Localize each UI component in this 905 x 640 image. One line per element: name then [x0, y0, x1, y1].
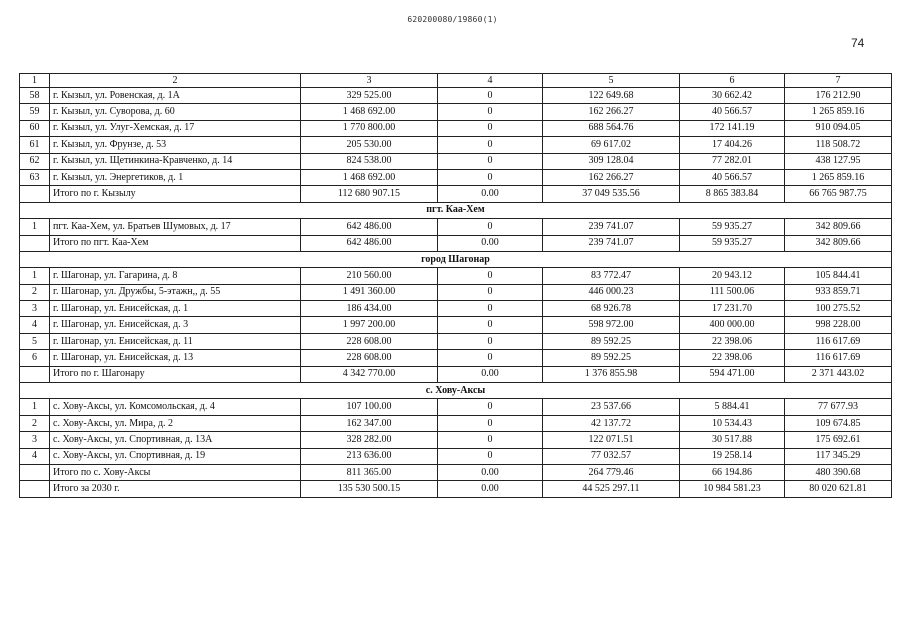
value-cell-col3: 228 608.00 [301, 333, 438, 349]
value-cell-col4: 0 [438, 448, 543, 464]
value-cell-col6: 594 471.00 [680, 366, 785, 382]
section-header-row [20, 202, 892, 218]
value-cell-col3: 642 486.00 [301, 219, 438, 235]
section-header-row [20, 383, 892, 399]
table-row [20, 153, 892, 169]
value-cell-col6: 5 884.41 [680, 399, 785, 415]
column-header: 6 [680, 74, 785, 88]
value-cell-col4: 0.00 [438, 235, 543, 251]
value-cell-col3: 210 560.00 [301, 268, 438, 284]
value-cell-col7: 176 212.90 [785, 88, 892, 104]
value-cell-col5: 69 617.02 [543, 137, 680, 153]
value-cell-col5: 77 032.57 [543, 448, 680, 464]
value-cell-col7: 105 844.41 [785, 268, 892, 284]
row-number-cell: 2 [20, 284, 50, 300]
address-cell: г. Кызыл, ул. Фрунзе, д. 53 [50, 137, 301, 153]
value-cell-col6: 40 566.57 [680, 104, 785, 120]
value-cell-col7: 933 859.71 [785, 284, 892, 300]
value-cell-col5: 239 741.07 [543, 235, 680, 251]
row-number-cell [20, 186, 50, 202]
value-cell-col7: 998 228.00 [785, 317, 892, 333]
total-row [20, 464, 892, 480]
address-cell: Итого за 2030 г. [50, 481, 301, 497]
value-cell-col6: 10 984 581.23 [680, 481, 785, 497]
value-cell-col4: 0.00 [438, 186, 543, 202]
value-cell-col3: 1 770 800.00 [301, 120, 438, 136]
row-number-cell: 6 [20, 350, 50, 366]
section-title: город Шагонар [20, 251, 892, 267]
value-cell-col5: 68 926.78 [543, 301, 680, 317]
column-header: 7 [785, 74, 892, 88]
value-cell-col3: 824 538.00 [301, 153, 438, 169]
address-cell: Итого по г. Шагонару [50, 366, 301, 382]
address-cell: с. Хову-Аксы, ул. Комсомольская, д. 4 [50, 399, 301, 415]
value-cell-col4: 0 [438, 317, 543, 333]
address-cell: г. Кызыл, ул. Ровенская, д. 1А [50, 88, 301, 104]
address-cell: г. Кызыл, ул. Щетинкина-Кравченко, д. 14 [50, 153, 301, 169]
value-cell-col7: 175 692.61 [785, 432, 892, 448]
total-row [20, 481, 892, 497]
value-cell-col4: 0 [438, 268, 543, 284]
table-row [20, 88, 892, 104]
value-cell-col6: 59 935.27 [680, 219, 785, 235]
row-number-cell: 3 [20, 432, 50, 448]
table-row [20, 399, 892, 415]
value-cell-col4: 0 [438, 137, 543, 153]
row-number-cell: 1 [20, 219, 50, 235]
value-cell-col6: 30 662.42 [680, 88, 785, 104]
row-number-cell: 60 [20, 120, 50, 136]
value-cell-col3: 1 997 200.00 [301, 317, 438, 333]
address-cell: г. Шагонар, ул. Дружбы, 5-этажн,, д. 55 [50, 284, 301, 300]
value-cell-col3: 329 525.00 [301, 88, 438, 104]
value-cell-col3: 1 468 692.00 [301, 104, 438, 120]
row-number-cell: 59 [20, 104, 50, 120]
row-number-cell [20, 481, 50, 497]
table-row [20, 104, 892, 120]
value-cell-col3: 811 365.00 [301, 464, 438, 480]
value-cell-col3: 642 486.00 [301, 235, 438, 251]
value-cell-col6: 59 935.27 [680, 235, 785, 251]
value-cell-col3: 162 347.00 [301, 415, 438, 431]
value-cell-col5: 83 772.47 [543, 268, 680, 284]
column-header: 1 [20, 74, 50, 88]
table-row [20, 219, 892, 235]
value-cell-col6: 10 534.43 [680, 415, 785, 431]
value-cell-col4: 0 [438, 219, 543, 235]
row-number-cell: 4 [20, 317, 50, 333]
value-cell-col6: 172 141.19 [680, 120, 785, 136]
table-row [20, 169, 892, 185]
row-number-cell [20, 464, 50, 480]
value-cell-col4: 0 [438, 169, 543, 185]
section-title: с. Хову-Аксы [20, 383, 892, 399]
value-cell-col5: 42 137.72 [543, 415, 680, 431]
value-cell-col5: 89 592.25 [543, 350, 680, 366]
address-cell: Итого по пгт. Каа-Хем [50, 235, 301, 251]
address-cell: г. Шагонар, ул. Енисейская, д. 3 [50, 317, 301, 333]
value-cell-col3: 1 491 360.00 [301, 284, 438, 300]
value-cell-col6: 17 231.70 [680, 301, 785, 317]
address-cell: г. Кызыл, ул. Суворова, д. 60 [50, 104, 301, 120]
value-cell-col3: 135 530 500.15 [301, 481, 438, 497]
document-id: 620200080/19860(1) [407, 15, 498, 24]
row-number-cell [20, 235, 50, 251]
table-row [20, 448, 892, 464]
value-cell-col4: 0 [438, 88, 543, 104]
address-cell: г. Шагонар, ул. Енисейская, д. 1 [50, 301, 301, 317]
value-cell-col7: 342 809.66 [785, 235, 892, 251]
address-cell: г. Шагонар, ул. Гагарина, д. 8 [50, 268, 301, 284]
value-cell-col7: 438 127.95 [785, 153, 892, 169]
value-cell-col5: 1 376 855.98 [543, 366, 680, 382]
value-cell-col4: 0 [438, 301, 543, 317]
value-cell-col7: 118 508.72 [785, 137, 892, 153]
value-cell-col5: 162 266.27 [543, 169, 680, 185]
value-cell-col7: 100 275.52 [785, 301, 892, 317]
value-cell-col3: 328 282.00 [301, 432, 438, 448]
row-number-cell: 58 [20, 88, 50, 104]
value-cell-col7: 77 677.93 [785, 399, 892, 415]
value-cell-col3: 213 636.00 [301, 448, 438, 464]
table-row [20, 268, 892, 284]
data-table [19, 73, 892, 498]
total-row [20, 235, 892, 251]
value-cell-col3: 107 100.00 [301, 399, 438, 415]
address-cell: г. Кызыл, ул. Энергетиков, д. 1 [50, 169, 301, 185]
value-cell-col7: 1 265 859.16 [785, 169, 892, 185]
value-cell-col6: 77 282.01 [680, 153, 785, 169]
value-cell-col3: 1 468 692.00 [301, 169, 438, 185]
value-cell-col7: 1 265 859.16 [785, 104, 892, 120]
table-row [20, 301, 892, 317]
value-cell-col7: 342 809.66 [785, 219, 892, 235]
table-row [20, 415, 892, 431]
value-cell-col4: 0.00 [438, 481, 543, 497]
value-cell-col6: 17 404.26 [680, 137, 785, 153]
table-row [20, 137, 892, 153]
value-cell-col4: 0 [438, 333, 543, 349]
value-cell-col6: 66 194.86 [680, 464, 785, 480]
column-header: 2 [50, 74, 301, 88]
value-cell-col4: 0 [438, 153, 543, 169]
value-cell-col4: 0 [438, 399, 543, 415]
address-cell: с. Хову-Аксы, ул. Спортивная, д. 19 [50, 448, 301, 464]
address-cell: г. Кызыл, ул. Улуг-Хемская, д. 17 [50, 120, 301, 136]
value-cell-col3: 112 680 907.15 [301, 186, 438, 202]
address-cell: с. Хову-Аксы, ул. Мира, д. 2 [50, 415, 301, 431]
value-cell-col7: 109 674.85 [785, 415, 892, 431]
value-cell-col6: 22 398.06 [680, 350, 785, 366]
row-number-cell: 4 [20, 448, 50, 464]
value-cell-col3: 4 342 770.00 [301, 366, 438, 382]
row-number-cell: 1 [20, 399, 50, 415]
table-row [20, 120, 892, 136]
value-cell-col4: 0 [438, 415, 543, 431]
table-header-row [20, 74, 892, 88]
value-cell-col4: 0 [438, 104, 543, 120]
value-cell-col4: 0 [438, 120, 543, 136]
address-cell: пгт. Каа-Хем, ул. Братьев Шумовых, д. 17 [50, 219, 301, 235]
value-cell-col5: 162 266.27 [543, 104, 680, 120]
value-cell-col7: 910 094.05 [785, 120, 892, 136]
value-cell-col3: 186 434.00 [301, 301, 438, 317]
value-cell-col3: 205 530.00 [301, 137, 438, 153]
value-cell-col5: 264 779.46 [543, 464, 680, 480]
value-cell-col6: 400 000.00 [680, 317, 785, 333]
value-cell-col5: 122 649.68 [543, 88, 680, 104]
address-cell: Итого по с. Хову-Аксы [50, 464, 301, 480]
value-cell-col5: 688 564.76 [543, 120, 680, 136]
row-number-cell [20, 366, 50, 382]
address-cell: г. Шагонар, ул. Енисейская, д. 11 [50, 333, 301, 349]
table-row [20, 333, 892, 349]
value-cell-col6: 111 500.06 [680, 284, 785, 300]
value-cell-col5: 37 049 535.56 [543, 186, 680, 202]
value-cell-col6: 19 258.14 [680, 448, 785, 464]
value-cell-col5: 239 741.07 [543, 219, 680, 235]
value-cell-col7: 480 390.68 [785, 464, 892, 480]
address-cell: Итого по г. Кызылу [50, 186, 301, 202]
value-cell-col7: 117 345.29 [785, 448, 892, 464]
value-cell-col7: 80 020 621.81 [785, 481, 892, 497]
value-cell-col6: 30 517.88 [680, 432, 785, 448]
value-cell-col5: 89 592.25 [543, 333, 680, 349]
row-number-cell: 1 [20, 268, 50, 284]
section-header-row [20, 251, 892, 267]
row-number-cell: 5 [20, 333, 50, 349]
value-cell-col5: 23 537.66 [543, 399, 680, 415]
table-row [20, 350, 892, 366]
column-header: 3 [301, 74, 438, 88]
column-header: 5 [543, 74, 680, 88]
value-cell-col4: 0 [438, 350, 543, 366]
address-cell: с. Хову-Аксы, ул. Спортивная, д. 13А [50, 432, 301, 448]
value-cell-col3: 228 608.00 [301, 350, 438, 366]
value-cell-col6: 40 566.57 [680, 169, 785, 185]
row-number-cell: 2 [20, 415, 50, 431]
value-cell-col7: 2 371 443.02 [785, 366, 892, 382]
row-number-cell: 3 [20, 301, 50, 317]
value-cell-col5: 309 128.04 [543, 153, 680, 169]
section-title: пгт. Каа-Хем [20, 202, 892, 218]
total-row [20, 186, 892, 202]
value-cell-col5: 122 071.51 [543, 432, 680, 448]
value-cell-col6: 8 865 383.84 [680, 186, 785, 202]
page-number: 74 [851, 36, 865, 50]
row-number-cell: 62 [20, 153, 50, 169]
table-row [20, 432, 892, 448]
value-cell-col5: 446 000.23 [543, 284, 680, 300]
value-cell-col7: 116 617.69 [785, 333, 892, 349]
value-cell-col5: 44 525 297.11 [543, 481, 680, 497]
address-cell: г. Шагонар, ул. Енисейская, д. 13 [50, 350, 301, 366]
value-cell-col6: 20 943.12 [680, 268, 785, 284]
value-cell-col6: 22 398.06 [680, 333, 785, 349]
value-cell-col4: 0 [438, 432, 543, 448]
value-cell-col4: 0 [438, 284, 543, 300]
column-header: 4 [438, 74, 543, 88]
table-row [20, 317, 892, 333]
value-cell-col5: 598 972.00 [543, 317, 680, 333]
value-cell-col4: 0.00 [438, 464, 543, 480]
total-row [20, 366, 892, 382]
table-row [20, 284, 892, 300]
row-number-cell: 63 [20, 169, 50, 185]
value-cell-col4: 0.00 [438, 366, 543, 382]
value-cell-col7: 66 765 987.75 [785, 186, 892, 202]
row-number-cell: 61 [20, 137, 50, 153]
value-cell-col7: 116 617.69 [785, 350, 892, 366]
